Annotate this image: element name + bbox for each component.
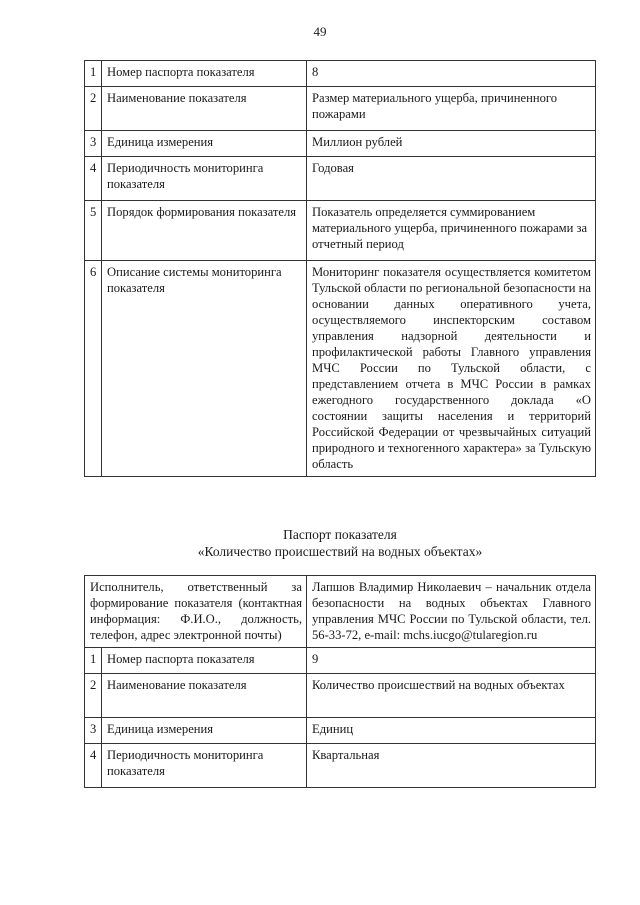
table-row xyxy=(85,131,596,157)
row-value: 8 xyxy=(307,61,596,87)
table-row xyxy=(85,718,596,744)
table-row xyxy=(85,744,596,788)
row-number: 3 xyxy=(85,131,102,157)
table-row xyxy=(85,576,596,648)
row-label: Описание системы мониторинга показателя xyxy=(102,261,307,477)
row-number: 1 xyxy=(85,61,102,87)
heading-line-1: Паспорт показателя xyxy=(283,527,397,542)
row-value: Размер материального ущерба, причиненного пожарами xyxy=(307,87,596,131)
page-number: 49 xyxy=(313,24,327,39)
row-value: Миллион рублей xyxy=(307,131,596,157)
heading-line-2: «Количество происшествий на водных объектах» xyxy=(197,544,483,559)
table-row xyxy=(85,201,596,261)
row-number: 4 xyxy=(85,744,102,788)
row-number: 5 xyxy=(85,201,102,261)
row-label: Номер паспорта показателя xyxy=(102,648,307,674)
row-value: Показатель определяется суммированием материального ущерба, причиненного пожарами за отчетный период xyxy=(307,201,596,261)
table-row xyxy=(85,61,596,87)
row-value: Мониторинг показателя осуществляется комитетом Тульской области по региональной безопасности на основании данных оперативного учета, осуществляемого инспекторским составом управления надзорной деятельности и профилактической работы Главного управления МЧС России по Тульской области, с представлением отчета в МЧС России в рамках ежегодного государственного доклада «О состоянии защиты населения и территорий Российской Федерации от чрезвычайных ситуаций природного и техногенного характера» за Тульскую область xyxy=(307,261,596,477)
row-label: Единица измерения xyxy=(102,718,307,744)
row-number: 1 xyxy=(85,648,102,674)
executor-value: Лапшов Владимир Николаевич – начальник отдела безопасности на водных объектах Главного управления МЧС России по Тульской области, тел. 56-33-72, e-mail: mchs.iucgo@tularegion.ru xyxy=(307,576,596,648)
table-row xyxy=(85,674,596,718)
row-number: 2 xyxy=(85,87,102,131)
row-value: Квартальная xyxy=(307,744,596,788)
row-number: 3 xyxy=(85,718,102,744)
table-row xyxy=(85,261,596,477)
row-label: Порядок формирования показателя xyxy=(102,201,307,261)
row-label: Номер паспорта показателя xyxy=(102,61,307,87)
row-number: 2 xyxy=(85,674,102,718)
row-label: Периодичность мониторинга показателя xyxy=(102,157,307,201)
executor-label: Исполнитель, ответственный за формирование показателя (контактная информация: Ф.И.О., должность, телефон, адрес электронной почты) xyxy=(85,576,307,648)
passport-table-8 xyxy=(84,60,596,477)
row-label: Единица измерения xyxy=(102,131,307,157)
passport-table-9 xyxy=(84,575,596,788)
row-value: Годовая xyxy=(307,157,596,201)
row-number: 4 xyxy=(85,157,102,201)
row-label: Периодичность мониторинга показателя xyxy=(102,744,307,788)
row-value: Количество происшествий на водных объектах xyxy=(307,674,596,718)
row-number: 6 xyxy=(85,261,102,477)
table-row xyxy=(85,87,596,131)
row-label: Наименование показателя xyxy=(102,87,307,131)
row-label: Наименование показателя xyxy=(102,674,307,718)
table-row xyxy=(85,157,596,201)
section-heading xyxy=(0,526,640,560)
row-value: Единиц xyxy=(307,718,596,744)
row-value: 9 xyxy=(307,648,596,674)
table-row xyxy=(85,648,596,674)
